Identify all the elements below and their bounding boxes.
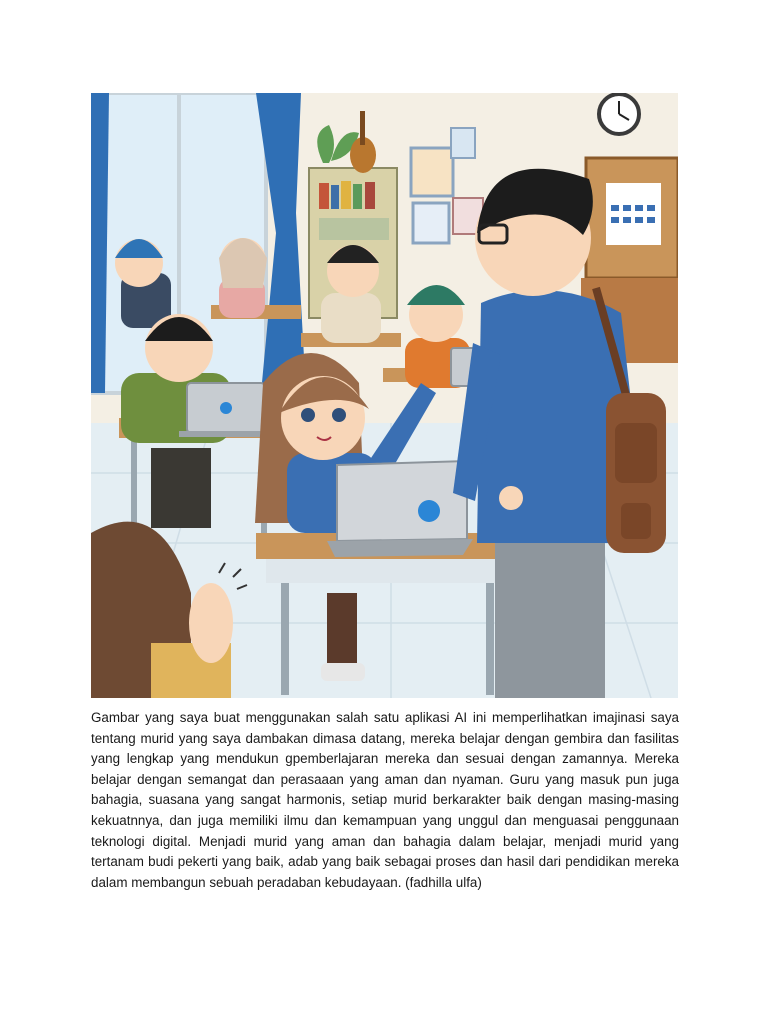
caption-paragraph: Gambar yang saya buat menggunakan salah satu aplikasi AI ini memperlihatkan imajinasi saya tentang murid yang saya dambakan dimasa datang, mereka belajar dengan gembira dan fasilitas yang lengkap yang mendukun gpemberlajaran mereka dan sesuai dengan zamannya. Mereka belajar dengan semangat dan perasaaan yang aman dan nyaman. Guru yang masuk pun juga bahagia, suasana yang sangat harmonis, setiap murid berkarakter baik dengan masing-masing kekuatnnya, dan juga memiliki ilmu dan kemampuan yang unggul dan menguasai penggunaan teknologi digital. Menjadi murid yang aman dan bahagia dalam belajar, menjadi murid yang tertanam budi pekerti yang baik, adab yang baik sebagai proses dan hasil dari pendidikan mereka dalam membangun sebuah peradaban kebudayaan. (fadhilla ulfa) (91, 710, 679, 890)
calendar (606, 183, 661, 245)
kid-pink (219, 238, 267, 318)
laptop-left (179, 383, 271, 437)
laptop-front (327, 461, 473, 557)
classroom-illustration (91, 93, 678, 698)
kid-center-back (321, 245, 381, 343)
classroom-scene (91, 93, 678, 698)
